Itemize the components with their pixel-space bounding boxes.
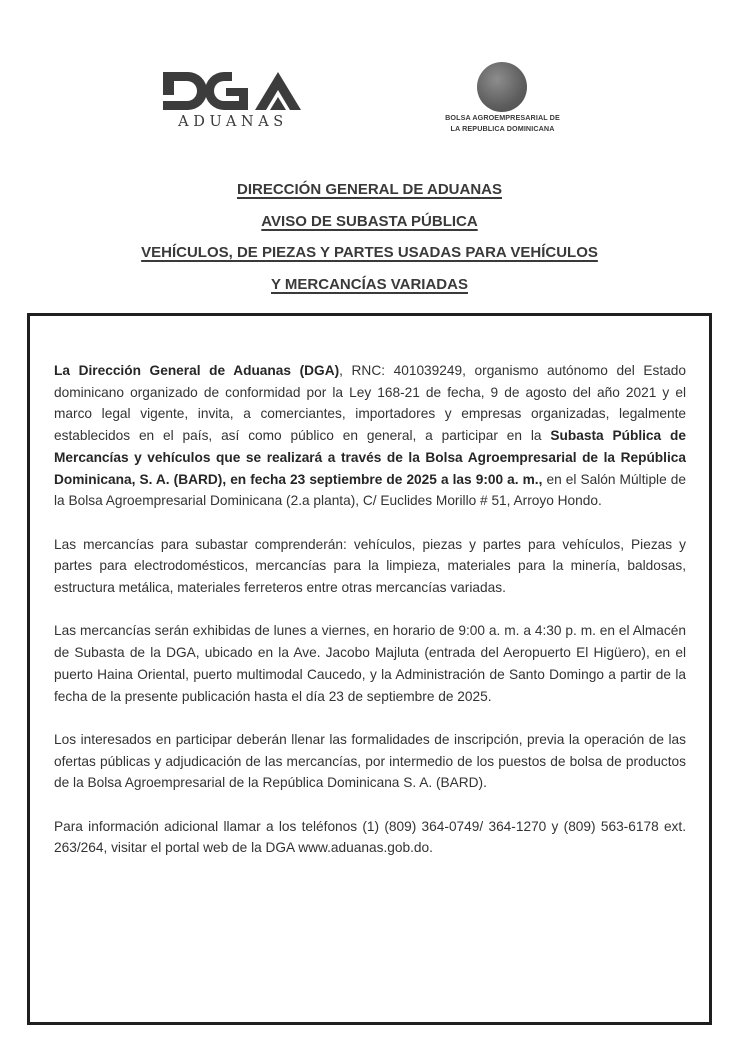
paragraph-invitation: La Dirección General de Aduanas (DGA), RNC: 401039249, organismo autónomo del Estado dominicano organizado de conformidad por la Ley 168-21 de fecha, 9 de agosto del año 2021 y el marco legal vigente, invita, a comerciantes, importadores y empresas organizadas, legalmente establecidos en el país, así como público en general, a participar en la Subasta Pública de Mercancías y vehículos que se realizará a través de la Bolsa Agroempresarial de la República Dominicana, S. A. (BARD), en fecha 23 septiembre de 2025 a las 9:00 a. m., en el Salón Múltiple de la Bolsa Agroempresarial Dominicana (2.a planta), C/ Euclides Morillo # 51, Arroyo Hondo. (54, 363, 686, 509)
dga-logo-subtitle: ADUANAS (178, 114, 288, 130)
paragraph-merchandise: Las mercancías para subastar comprenderán: vehículos, piezas y partes para vehículos, Piezas y partes para electrodomésticos, mercancías para la limpieza, materiales para la minería, baldosas, estructura metálica, materiales ferreteros entre otras mercancías variadas. (54, 536, 686, 596)
paragraph-exhibition: Las mercancías serán exhibidas de lunes a viernes, en horario de 9:00 a. m. a 4:30 p. m. en el Almacén de Subasta de la DGA, ubicado en la Ave. Jacobo Majluta (entrada del Aeropuerto El Higüero), en el puerto Haina Oriental, puerto multimodal Caucedo, y la Administración de Santo Domingo a partir de la fecha de la presente publicación hasta el día 23 de septiembre de 2025. (54, 623, 686, 704)
dga-logo (160, 66, 305, 134)
title-subject-line2: Y MERCANCÍAS VARIADAS (271, 275, 468, 293)
bard-emblem-icon (477, 62, 527, 112)
notice-body (54, 360, 686, 881)
bard-logo-line1: BOLSA AGROEMPRESARIAL DE (445, 113, 560, 122)
title-notice: AVISO DE SUBASTA PÚBLICA (261, 212, 478, 230)
bard-logo (430, 60, 575, 140)
title-subject-line1: VEHÍCULOS, DE PIEZAS Y PARTES USADAS PARA VEHÍCULOS (141, 244, 598, 261)
dga-logo-mark (160, 66, 305, 110)
paragraph-contact: Para información adicional llamar a los teléfonos (1) (809) 364-0749/ 364-1270 y (809) 563-6178 ext. 263/264, visitar el portal web de la DGA www.aduanas.gob.do. (54, 818, 686, 856)
title-agency: DIRECCIÓN GENERAL DE ADUANAS (236, 181, 503, 198)
bard-logo-line2: LA REPUBLICA DOMINICANA (450, 124, 555, 133)
notice-titles (0, 180, 739, 306)
paragraph-registration: Los interesados en participar deberán llenar las formalidades de inscripción, previa la operación de las ofertas públicas y adjudicación de las mercancías, por intermedio de los puestos de bolsa de productos de la Bolsa Agroempresarial de la República Dominicana S. A. (BARD). (54, 731, 686, 791)
notice-box (27, 313, 712, 1025)
